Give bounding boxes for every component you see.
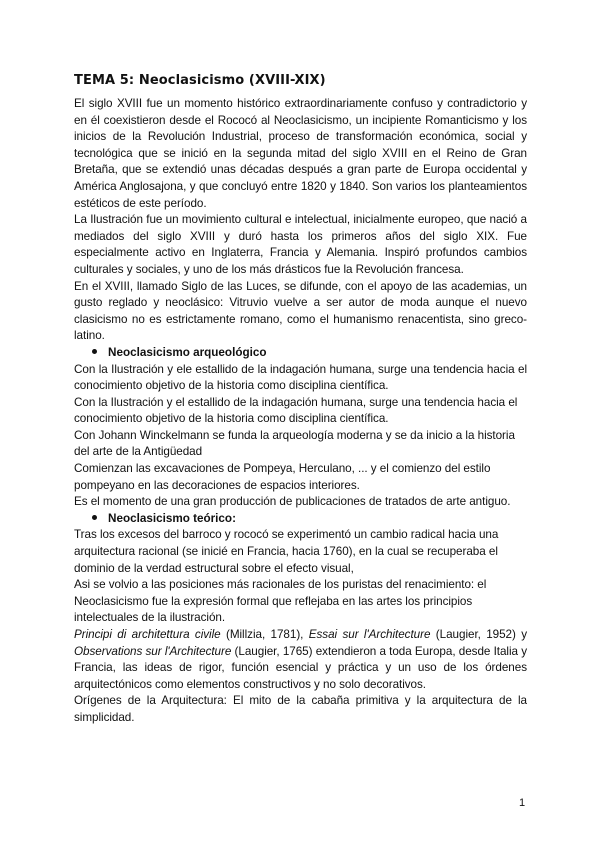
- document-page: [74, 72, 527, 727]
- bullet-icon: [92, 515, 97, 520]
- arqueologico-paragraph-2: Con la Ilustración y el estallido de la indagación humana, surge una tendencia hacia el conocimiento objetivo de la historia como disciplina científica.: [74, 395, 518, 426]
- treatise-title-3: Observations sur l'Architecture: [74, 644, 232, 658]
- teorico-paragraph-3: [74, 627, 527, 693]
- intro-paragraph-1: El siglo XVIII fue un momento histórico extraordinariamente confuso y contradictorio y en él coexistieron desde el Rococó al Neoclasicismo, un incipiente Romanticismo y los inicios de la Revolución Industrial, proceso de transformación económica, social y tecnológica que se inició en la segunda mitad del siglo XVIII en el Reino de Gran Bretaña, que se extendió unas décadas después a gran parte de Europa occidental y América Anglosajona, y que concluyó entre 1820 y 1840. Son varios los planteamientos estéticos de este período.: [74, 97, 527, 210]
- page-number: 1: [519, 797, 526, 809]
- treatise-title-1: Principi di architettura civile: [74, 628, 221, 641]
- bullet-icon: [92, 349, 97, 354]
- section-heading-arqueologico: [74, 345, 527, 362]
- intro-paragraph-3: En el XVIII, llamado Siglo de las Luces, se difunde, con el apoyo de las academias, un gusto reglado y neoclásico: Vitruvio vuelve a ser autor de moda aunque el nuevo clasicismo no es estrictamente romano, como el humanismo renacentista, sino greco-latino.: [74, 279, 527, 343]
- section-heading-text: Neoclasicismo arqueológico: [108, 345, 267, 359]
- arqueologico-paragraph-1: Con la Ilustración y ele estallido de la indagación humana, surge una tendencia hacia el conocimiento objetivo de la historia como disciplina científica.: [74, 362, 527, 393]
- teorico-paragraph-2: Asi se volvio a las posiciones más racionales de los puristas del renacimiento: el Neoclasicismo fue la expresión formal que reflejaba en las artes los principios intelectuales de la ilustración.: [74, 578, 487, 625]
- arqueologico-paragraph-5: Es el momento de una gran producción de publicaciones de tratados de arte antiguo.: [74, 495, 511, 509]
- document-title: TEMA 5: Neoclasicismo (XVIII-XIX): [74, 73, 326, 88]
- treatise-ref-1: (Millzia, 1781),: [220, 628, 309, 641]
- teorico-paragraph-4: Orígenes de la Arquitectura: El mito de la cabaña primitiva y la arquitectura de la simplicidad.: [74, 694, 527, 724]
- arqueologico-paragraph-3: Con Johann Winckelmann se funda la arqueología moderna y se da inicio a la historia del arte de la Antigüedad: [74, 428, 515, 459]
- section-heading-teorico: [74, 511, 527, 528]
- section-heading-text: Neoclasicismo teórico:: [108, 511, 236, 525]
- intro-paragraph-2: La Ilustración fue un movimiento cultural e intelectual, inicialmente europeo, que nació a mediados del siglo XVIII y duró hasta los primeros años del siglo XIX. Fue especialmente activo en Inglaterra, Francia y Alemania. Inspiró profundos cambios culturales y sociales, y uno de los más drásticos fue la Revolución francesa.: [74, 213, 527, 276]
- arqueologico-paragraph-4: Comienzan las excavaciones de Pompeya, Herculano, ... y el comienzo del estilo pompeyano en las decoraciones de espacios interiores.: [74, 462, 491, 492]
- treatise-rest: (Laugier, 1765) extendieron a toda Europa, desde Italia y Francia, las ideas de rigor, función esencial y práctica y un uso de los órdenes arquitectónicos como elementos constructivos y no solo decorativos.: [74, 644, 527, 691]
- treatise-ref-2: (Laugier, 1952) y: [430, 628, 528, 641]
- teorico-paragraph-1: Tras los excesos del barroco y rococó se experimentó un cambio radical hacia una arquitectura racional (se inicié en Francia, hacia 1760), en la cual se recuperaba el dominio de la verdad estructural sobre el efecto visual,: [74, 528, 499, 575]
- treatise-title-2: Essai sur l'Architecture: [308, 628, 431, 641]
